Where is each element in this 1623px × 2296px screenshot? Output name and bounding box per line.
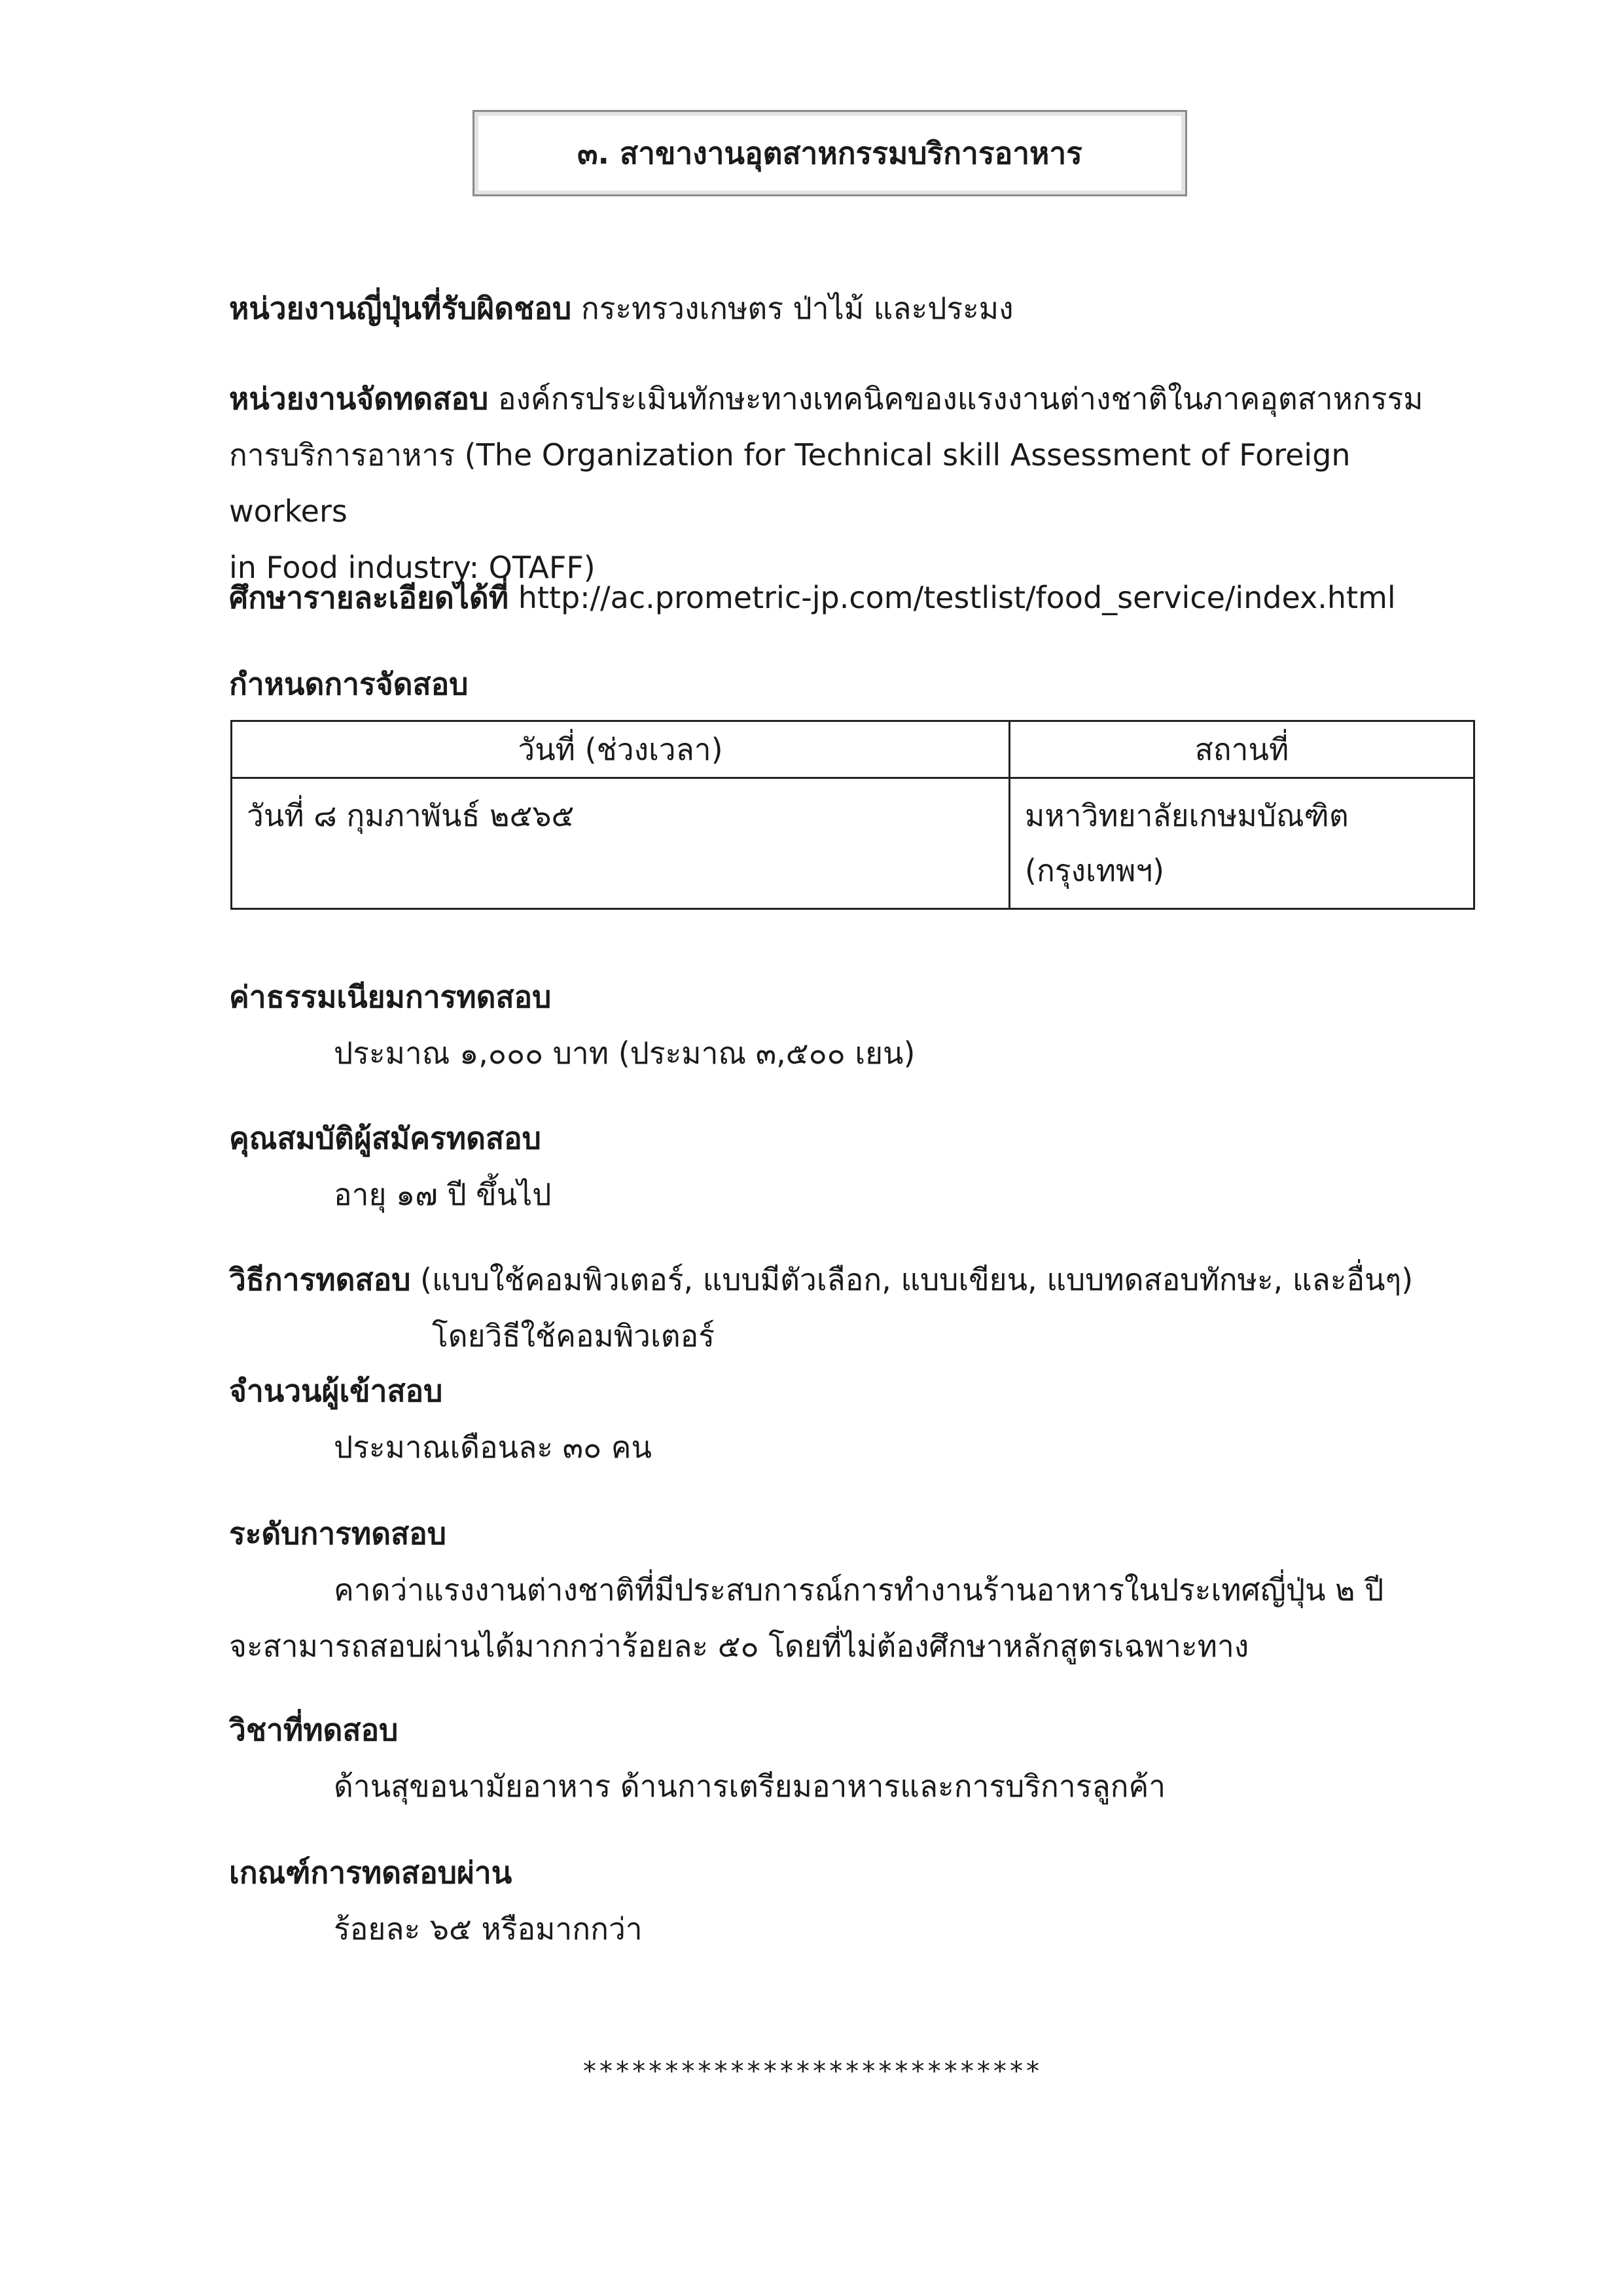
organizer-line3: in Food industry: OTAFF) [229, 550, 596, 585]
column-header-place: สถานที่ [1010, 721, 1474, 778]
subjects-value: ด้านสุขอนามัยอาหาร ด้านการเตรียมอาหารและการบริการลูกค้า [334, 1768, 1166, 1804]
section-title-box [473, 110, 1187, 196]
schedule-table [230, 720, 1475, 910]
details-label: ศึกษารายละเอียดได้ที่ [229, 580, 509, 615]
level-section [229, 1505, 1472, 1674]
pass-section [229, 1844, 1472, 1957]
organizer [229, 370, 1472, 596]
organizer-line2: การบริการอาหาร (The Organization for Technical skill Assessment of Foreign workers [229, 437, 1351, 529]
column-header-date: วันที่ (ช่วงเวลา) [232, 721, 1010, 778]
method-label: วิธีการทดสอบ [229, 1262, 411, 1297]
pass-heading: เกณฑ์การทดสอบผ่าน [229, 1855, 512, 1890]
subjects-section [229, 1702, 1472, 1814]
pass-value: ร้อยละ ๖๕ หรือมากกว่า [334, 1911, 643, 1946]
level-line1: คาดว่าแรงงานต่างชาติที่มีประสบการณ์การทำงานร้านอาหารในประเทศญี่ปุ่น ๒ ปี [334, 1572, 1384, 1607]
schedule-heading: กำหนดการจัดสอบ [229, 666, 469, 702]
responsible-agency [229, 280, 1472, 336]
table-row [232, 778, 1474, 909]
method-value: โดยวิธีใช้คอมพิวเตอร์ [432, 1318, 715, 1354]
place-line1: มหาวิทยาลัยเกษมบัณฑิต [1025, 798, 1349, 833]
count-heading: จำนวนผู้เข้าสอบ [229, 1373, 443, 1408]
details-link-row [229, 569, 1472, 626]
place-line2: (กรุงเทพฯ) [1025, 853, 1165, 888]
table-header-row [232, 721, 1474, 778]
cell-place [1010, 778, 1474, 909]
qualification-value: อายุ ๑๗ ปี ขึ้นไป [334, 1177, 552, 1212]
method-options: (แบบใช้คอมพิวเตอร์, แบบมีตัวเลือก, แบบเขียน, แบบทดสอบทักษะ, และอื่นๆ) [420, 1262, 1414, 1297]
level-line2: จะสามารถสอบผ่านได้มากกว่าร้อยละ ๕๐ โดยที่ไม่ต้องศึกษาหลักสูตรเฉพาะทาง [229, 1628, 1249, 1664]
organizer-line1: องค์กรประเมินทักษะทางเทคนิคของแรงงานต่างชาติในภาคอุตสาหกรรม [497, 381, 1423, 416]
subjects-heading: วิชาที่ทดสอบ [229, 1712, 399, 1748]
responsible-value: กระทรวงเกษตร ป่าไม้ และประมง [580, 291, 1014, 326]
organizer-label: หน่วยงานจัดทดสอบ [229, 381, 489, 416]
details-url[interactable]: http://ac.prometric-jp.com/testlist/food_service/index.html [518, 580, 1396, 615]
count-value: ประมาณเดือนละ ๓๐ คน [334, 1429, 652, 1465]
footer-divider-stars: **************************** [581, 2056, 1042, 2087]
method-section [229, 1251, 1472, 1364]
qualification-section [229, 1110, 1472, 1223]
responsible-label: หน่วยงานญี่ปุ่นที่รับผิดชอบ [229, 291, 572, 326]
section-title: ๓. สาขางานอุตสาหกรรมบริการอาหาร [577, 135, 1082, 171]
fee-section [229, 969, 1472, 1081]
fee-heading: ค่าธรรมเนียมการทดสอบ [229, 979, 552, 1014]
count-section [229, 1363, 1472, 1475]
cell-date: วันที่ ๘ กุมภาพันธ์ ๒๕๖๕ [232, 778, 1010, 909]
fee-value: ประมาณ ๑,๐๐๐ บาท (ประมาณ ๓,๕๐๐ เยน) [334, 1035, 916, 1071]
qualification-heading: คุณสมบัติผู้สมัครทดสอบ [229, 1121, 541, 1156]
level-heading: ระดับการทดสอบ [229, 1516, 446, 1551]
